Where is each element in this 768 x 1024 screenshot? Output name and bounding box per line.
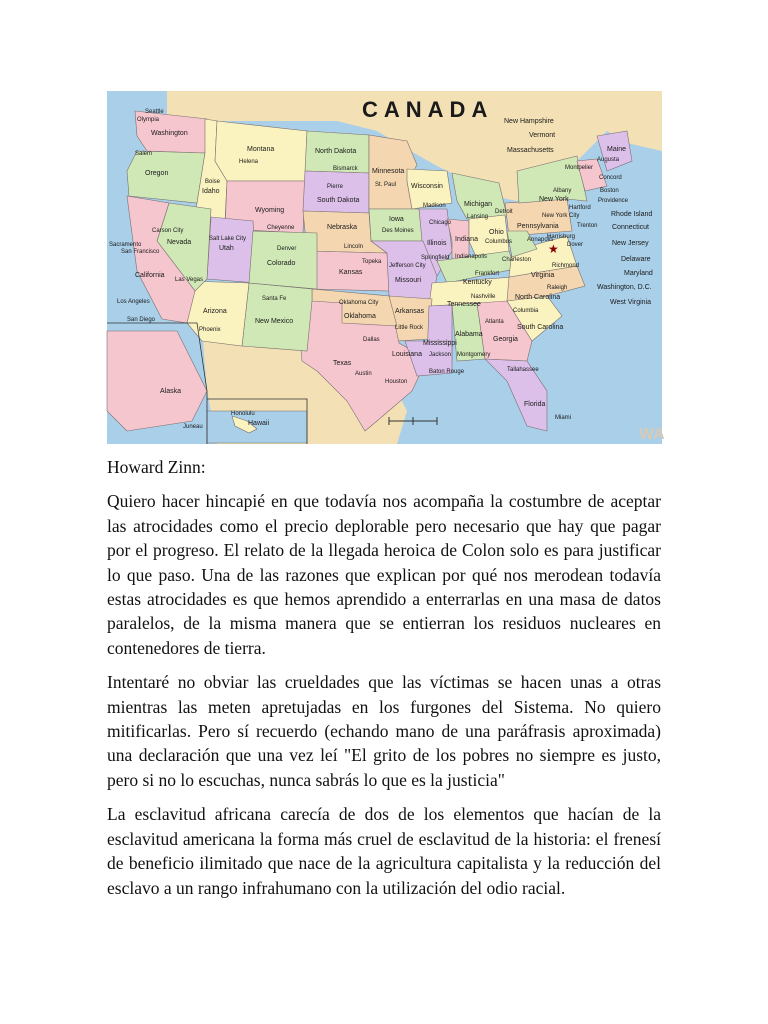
capital-little-rock: Little Rock	[395, 325, 424, 331]
paragraph-3: La esclavitud africana carecía de dos de los elementos que hacían de la esclavitud americana la forma más cruel de esclavitud de la historia: el frenesí de beneficio ilimitado que nace de la agricultura capitalista y la reducción del esclavo a un rango infrahumano con la utilización del odio racial.	[107, 804, 661, 898]
capital-providence: Providence	[598, 198, 629, 204]
label-delaware: Delaware	[621, 256, 651, 263]
label-south-dakota: South Dakota	[317, 197, 360, 204]
label-maryland: Maryland	[624, 270, 653, 277]
capital-phoenix: Phoenix	[199, 327, 221, 333]
label-utah: Utah	[219, 245, 234, 252]
attribution: Howard Zinn:	[107, 457, 206, 477]
label-ohio: Ohio	[489, 229, 504, 236]
us-map-image	[107, 91, 665, 444]
label-maine: Maine	[607, 146, 627, 153]
capital-salem: Salem	[135, 151, 153, 157]
label-colorado: Colorado	[267, 260, 296, 267]
label-louisiana: Louisiana	[392, 351, 422, 358]
capital-pierre: Pierre	[327, 184, 344, 190]
capital-richmond: Richmond	[552, 263, 580, 269]
city-los-angeles: Los Angeles	[117, 299, 150, 305]
city-dallas: Dallas	[363, 337, 380, 343]
label-tennessee: Tennessee	[447, 301, 481, 308]
capital-indianapolis: Indianapolis	[455, 254, 488, 260]
capital-hartford: Hartford	[569, 205, 591, 211]
label-nebraska: Nebraska	[327, 224, 357, 231]
paragraph-2: Intentaré no obviar las crueldades que las víctimas se hacen unas a otras mientras las meten apretujadas en los furgones del Sistema. No quiero mitificarlas. Pero sí recuerdo (echando mano de una paráfrasis aproximada) una declaración que una vez leí "El grito de los pobres no siempre es justo, pero si no lo escuchas, nunca sabrás lo que es la justicia"	[107, 672, 661, 790]
capital-helena: Helena	[239, 159, 259, 165]
capital-austin: Austin	[355, 371, 372, 377]
capital-columbus: Columbus	[485, 239, 513, 245]
city-detroit: Detroit	[495, 209, 513, 215]
capital-bismarck: Bismarck	[333, 166, 358, 172]
label-florida: Florida	[524, 401, 546, 408]
label-alabama: Alabama	[455, 331, 483, 338]
label-north-dakota: North Dakota	[315, 148, 357, 155]
capital-baton-rouge: Baton Rouge	[429, 369, 465, 375]
label-virginia: Virginia	[531, 272, 555, 279]
label-south-carolina: South Carolina	[517, 324, 564, 331]
city-chicago: Chicago	[429, 220, 452, 226]
city-miami: Miami	[555, 415, 571, 421]
hawaii-box	[207, 411, 307, 443]
label-illinois: Illinois	[427, 240, 447, 247]
capital-montpelier: Montpelier	[565, 165, 594, 171]
capital-denver: Denver	[277, 246, 297, 252]
state-south-dakota	[303, 171, 369, 213]
label-california: California	[135, 272, 165, 279]
label-montana: Montana	[247, 146, 275, 153]
capital-honolulu: Honolulu	[231, 411, 255, 417]
capital-carson-city: Carson City	[152, 228, 184, 234]
label-wisconsin: Wisconsin	[411, 183, 443, 190]
map-title: CANADA	[362, 97, 494, 122]
label-oregon: Oregon	[145, 170, 169, 177]
city-houston: Houston	[385, 379, 408, 385]
capital-frankfort: Frankfort	[475, 271, 500, 277]
label-hawaii: Hawaii	[248, 420, 270, 427]
capital-atlanta: Atlanta	[485, 319, 504, 325]
label-new-hampshire: New Hampshire	[504, 118, 554, 125]
label-new-jersey: New Jersey	[612, 240, 649, 247]
label-georgia: Georgia	[493, 336, 518, 343]
capital-augusta: Augusta	[597, 157, 620, 163]
capital-albany: Albany	[553, 188, 572, 194]
capital-annapolis: Annapolis	[527, 237, 554, 243]
label-texas: Texas	[333, 360, 352, 367]
capital-concord: Concord	[599, 175, 622, 181]
article-text	[107, 455, 661, 910]
state-new-mexico	[242, 283, 312, 351]
city-new-york-city: New York City	[542, 213, 580, 219]
capital-charleston: Charleston	[502, 257, 532, 263]
watermark-logo: WA	[639, 426, 665, 443]
label-massachusetts: Massachusetts	[507, 147, 554, 154]
label-minnesota: Minnesota	[372, 168, 405, 175]
label-kentucky: Kentucky	[463, 279, 492, 286]
city-las-vegas: Las Vegas	[175, 277, 204, 283]
capital-tallahassee: Tallahassee	[507, 367, 539, 373]
label-michigan: Michigan	[464, 201, 493, 208]
capital-salt-lake-city: Salt Lake City	[209, 236, 247, 242]
capital-des-moines: Des Moines	[382, 228, 414, 234]
label-rhode-island: Rhode Island	[611, 211, 653, 218]
capital-santa-fe: Santa Fe	[262, 296, 287, 302]
label-indiana: Indiana	[455, 236, 478, 243]
label-kansas: Kansas	[339, 269, 363, 276]
capital-cheyenne: Cheyenne	[267, 225, 295, 231]
capital-lincoln: Lincoln	[344, 244, 364, 250]
label-connecticut: Connecticut	[612, 224, 649, 231]
capital-trenton: Trenton	[577, 223, 598, 229]
capital-olympia: Olympia	[137, 117, 160, 123]
label-iowa: Iowa	[389, 216, 404, 223]
label-washington: Washington	[151, 130, 188, 137]
city-san-diego: San Diego	[127, 317, 156, 323]
label-alaska: Alaska	[160, 388, 182, 395]
us-map-svg	[107, 91, 665, 444]
label-arkansas: Arkansas	[395, 308, 425, 315]
capital-oklahoma-city: Oklahoma City	[339, 300, 379, 306]
capital-harrisburg: Harrisburg	[547, 234, 576, 240]
label-mississippi: Mississippi	[423, 340, 457, 347]
capital-springfield: Springfield	[421, 255, 450, 261]
capital-columbia: Columbia	[513, 308, 539, 314]
capital-lansing: Lansing	[467, 214, 489, 220]
label-new-mexico: New Mexico	[255, 318, 294, 325]
label-north-carolina: North Carolina	[515, 294, 561, 301]
capital-madison: Madison	[423, 203, 446, 209]
label-missouri: Missouri	[395, 277, 422, 284]
label-washington-dc: Washington, D.C.	[597, 284, 652, 291]
state-oregon	[127, 151, 205, 203]
capital-sacramento: Sacramento	[109, 242, 142, 248]
capital-raleigh: Raleigh	[547, 285, 568, 291]
capital-nashville: Nashville	[471, 294, 496, 300]
capital-star-icon: ★	[548, 242, 559, 256]
capital-topeka: Topeka	[362, 259, 382, 265]
capital-st-paul: St. Paul	[375, 182, 397, 188]
state-iowa	[369, 209, 423, 241]
label-west-virginia: West Virginia	[610, 299, 651, 306]
capital-montgomery: Montgomery	[457, 352, 491, 358]
city-san-francisco: San Francisco	[121, 249, 160, 255]
paragraph-1: Quiero hacer hincapié en que todavía nos acompaña la costumbre de aceptar las atrocidades como el precio deplorable pero necesario que hay que pagar por el progreso. El relato de la llegada heroica de Colon solo es para justificar lo que paso. Una de las razones que explican por qué nos merodean todavía estas atrocidades es que hemos aprendido a enterrarlas en una masa de datos paralelos, de la misma manera que se entierran los residuos nucleares en contenedores de tierra.	[107, 491, 661, 658]
capital-juneau: Juneau	[183, 424, 203, 430]
capital-dover: Dover	[567, 242, 584, 248]
label-wyoming: Wyoming	[255, 207, 285, 214]
label-oklahoma: Oklahoma	[344, 313, 376, 320]
label-idaho: Idaho	[202, 188, 220, 195]
label-arizona: Arizona	[203, 308, 227, 315]
capital-boston: Boston	[600, 188, 619, 194]
label-pennsylvania: Pennsylvania	[517, 223, 559, 230]
capital-boise: Boise	[205, 179, 221, 185]
city-seattle: Seattle	[145, 109, 164, 115]
capital-jackson: Jackson	[429, 352, 452, 358]
label-nevada: Nevada	[167, 239, 192, 246]
label-new-york: New York	[539, 196, 569, 203]
label-vermont: Vermont	[529, 132, 556, 139]
capital-jefferson-city: Jefferson City	[389, 263, 426, 269]
